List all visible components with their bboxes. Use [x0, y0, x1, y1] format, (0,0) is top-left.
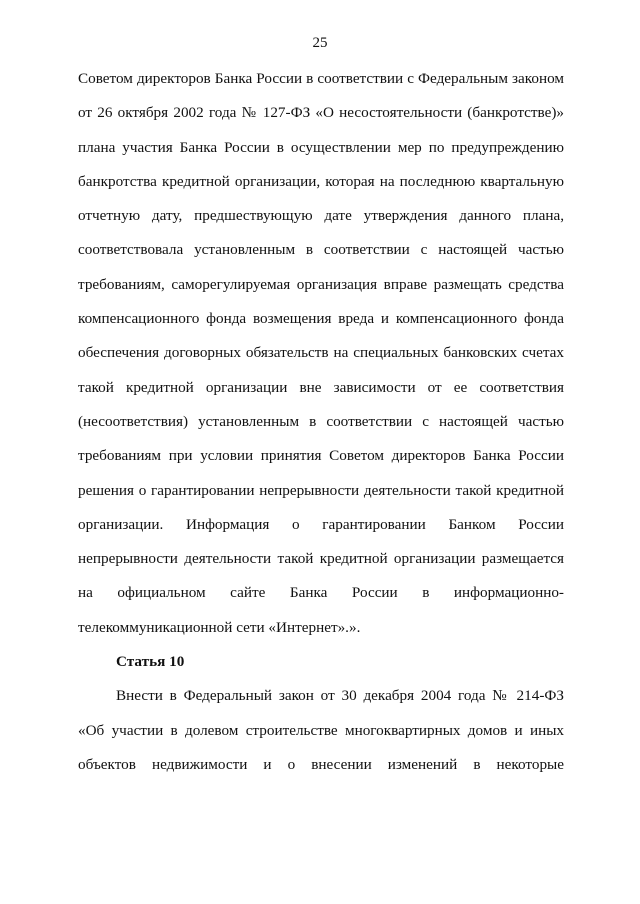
paragraph-line: организации. Информация о гарантировании Банком России — [78, 515, 564, 533]
paragraph-line: требованиям при условии принятия Советом директоров Банка России — [78, 447, 564, 465]
paragraph-line: банкротства кредитной организации, которая на последнюю квартальную — [78, 172, 564, 190]
paragraph-line: «Об участии в долевом строительстве многоквартирных домов и иных — [78, 721, 564, 739]
paragraph-line: от 26 октября 2002 года № 127-ФЗ «О несостоятельности (банкротстве)» — [78, 104, 564, 122]
paragraph-line: объектов недвижимости и о внесении изменений в некоторые — [78, 755, 564, 773]
paragraph-line: телекоммуникационной сети «Интернет».». — [78, 618, 361, 636]
document-body — [78, 70, 564, 790]
paragraph-line: (несоответствия) установленным в соответствии с настоящей частью — [78, 412, 564, 430]
paragraph-line: решения о гарантировании непрерывности деятельности такой кредитной — [78, 481, 564, 499]
paragraph-line: на официальном сайте Банка России в информационно- — [78, 584, 564, 602]
article-heading: Статья 10 — [116, 653, 185, 671]
paragraph-line: отчетную дату, предшествующую дате утверждения данного плана, — [78, 207, 564, 225]
paragraph-line: обеспечения договорных обязательств на специальных банковских счетах — [78, 344, 564, 362]
paragraph-line: Советом директоров Банка России в соответствии с Федеральным законом — [78, 70, 564, 87]
paragraph-line: плана участия Банка России в осуществлении мер по предупреждению — [78, 138, 564, 156]
paragraph-line: соответствовала установленным в соответствии с настоящей частью — [78, 241, 564, 259]
page-number: 25 — [312, 35, 328, 51]
paragraph-line: такой кредитной организации вне зависимости от ее соответствия — [78, 378, 564, 396]
paragraph-line: непрерывности деятельности такой кредитной организации размещается — [78, 550, 564, 568]
paragraph-line: Внести в Федеральный закон от 30 декабря 2004 года № 214-ФЗ — [116, 687, 564, 705]
paragraph-line: требованиям, саморегулируемая организация вправе размещать средства — [78, 275, 564, 293]
paragraph-line: компенсационного фонда возмещения вреда и компенсационного фонда — [78, 310, 564, 328]
